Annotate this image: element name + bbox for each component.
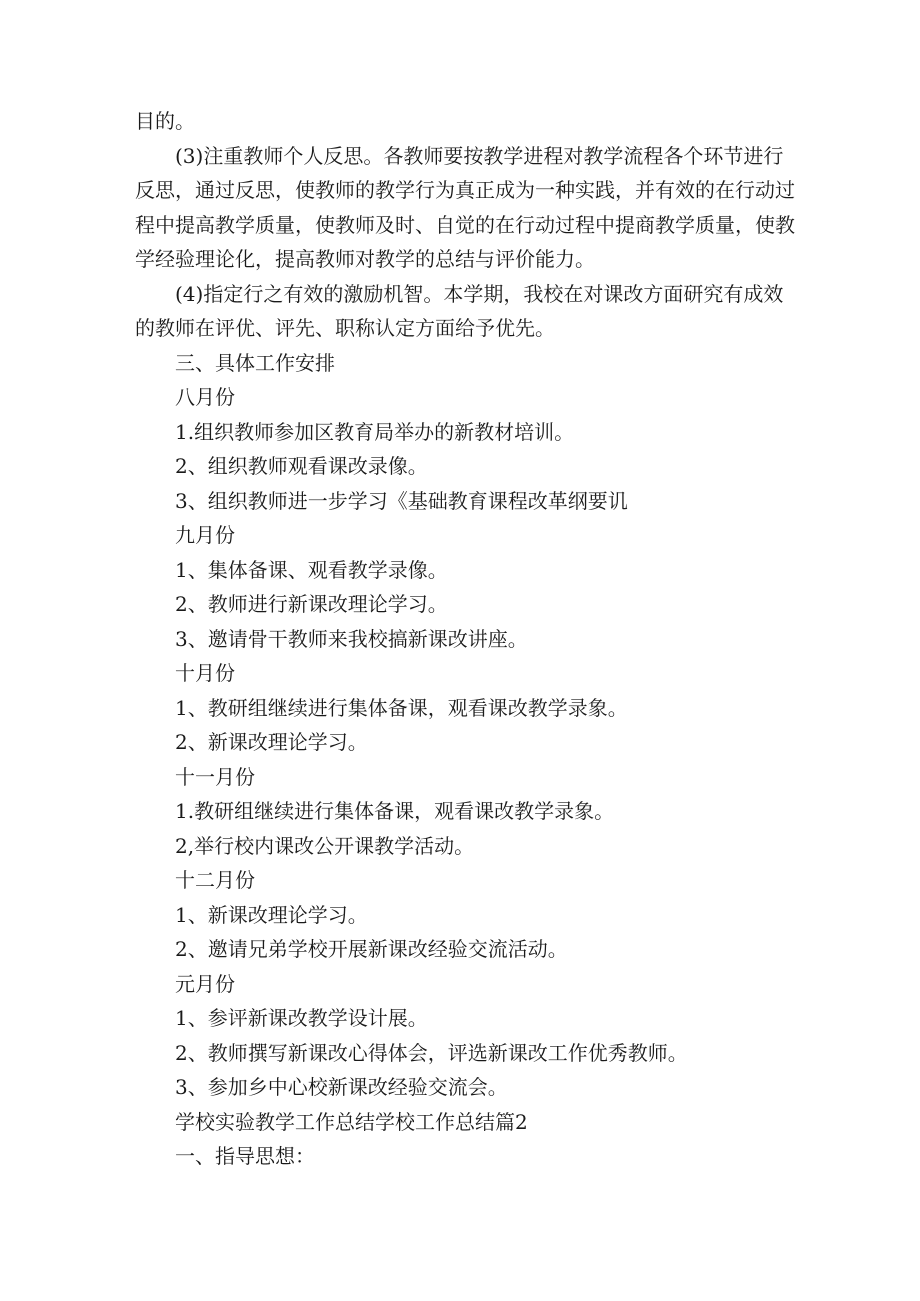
month-heading-september: 九月份 bbox=[175, 523, 235, 547]
section-heading-work-plan: 三、具体工作安排 bbox=[175, 350, 335, 375]
paragraph-incentive-mechanism: (4)指定行之有效的激励机智。本学期，我校在对课改方面研究有成效的教师在评优、评先、职称认定方面给予优先。 bbox=[135, 281, 784, 340]
list-item: 2、新课改理论学习。 bbox=[175, 730, 368, 754]
list-item: 3、参加乡中心校新课改经验交流会。 bbox=[175, 1075, 508, 1099]
month-heading-november: 十一月份 bbox=[175, 764, 255, 789]
list-item: 1.组织教师参加区教育局举办的新教材培训。 bbox=[175, 419, 575, 444]
list-item: 1、新课改理论学习。 bbox=[175, 902, 368, 927]
list-item: 2、邀请兄弟学校开展新课改经验交流活动。 bbox=[175, 937, 568, 961]
list-item: 1、集体备课、观看教学录像。 bbox=[175, 557, 448, 582]
list-item: 2,举行校内课改公开课教学活动。 bbox=[175, 833, 475, 858]
paragraph-purpose-end: 目的。 bbox=[135, 109, 195, 133]
month-heading-january: 元月份 bbox=[175, 971, 235, 996]
month-heading-october: 十月份 bbox=[175, 661, 235, 685]
section-heading-guiding-ideology: 一、指导思想： bbox=[175, 1144, 315, 1168]
list-item: 2、教师撰写新课改心得体会，评选新课改工作优秀教师。 bbox=[175, 1040, 688, 1065]
list-item: 1.教研组继续进行集体备课，观看课改教学录象。 bbox=[175, 799, 615, 823]
list-item: 2、组织教师观看课改录像。 bbox=[175, 454, 428, 478]
article-title-part-2: 学校实验教学工作总结学校工作总结篇2 bbox=[175, 1109, 528, 1134]
month-heading-august: 八月份 bbox=[175, 385, 235, 409]
list-item: 3、组织教师进一步学习《基础教育课程改革纲要讥 bbox=[175, 488, 628, 513]
list-item: 1、教研组继续进行集体备课，观看课改教学录象。 bbox=[175, 695, 628, 720]
list-item: 2、教师进行新课改理论学习。 bbox=[175, 592, 448, 616]
paragraph-teacher-reflection: (3)注重教师个人反思。各教师要按教学进程对教学流程各个环节进行反思，通过反思，使教师的教学行为真正成为一种实践，并有效的在行动过程中提高教学质量，使教师及时、自觉的在行动过程中提商教学质量，使教学经验理论化，提高教师对教学的总结与评价能力。 bbox=[135, 143, 795, 271]
list-item: 1、参评新课改教学设计展。 bbox=[175, 1006, 428, 1030]
document-body bbox=[135, 104, 795, 1174]
month-heading-december: 十二月份 bbox=[175, 868, 255, 892]
list-item: 3、邀请骨干教师来我校搞新课改讲座。 bbox=[175, 626, 528, 651]
